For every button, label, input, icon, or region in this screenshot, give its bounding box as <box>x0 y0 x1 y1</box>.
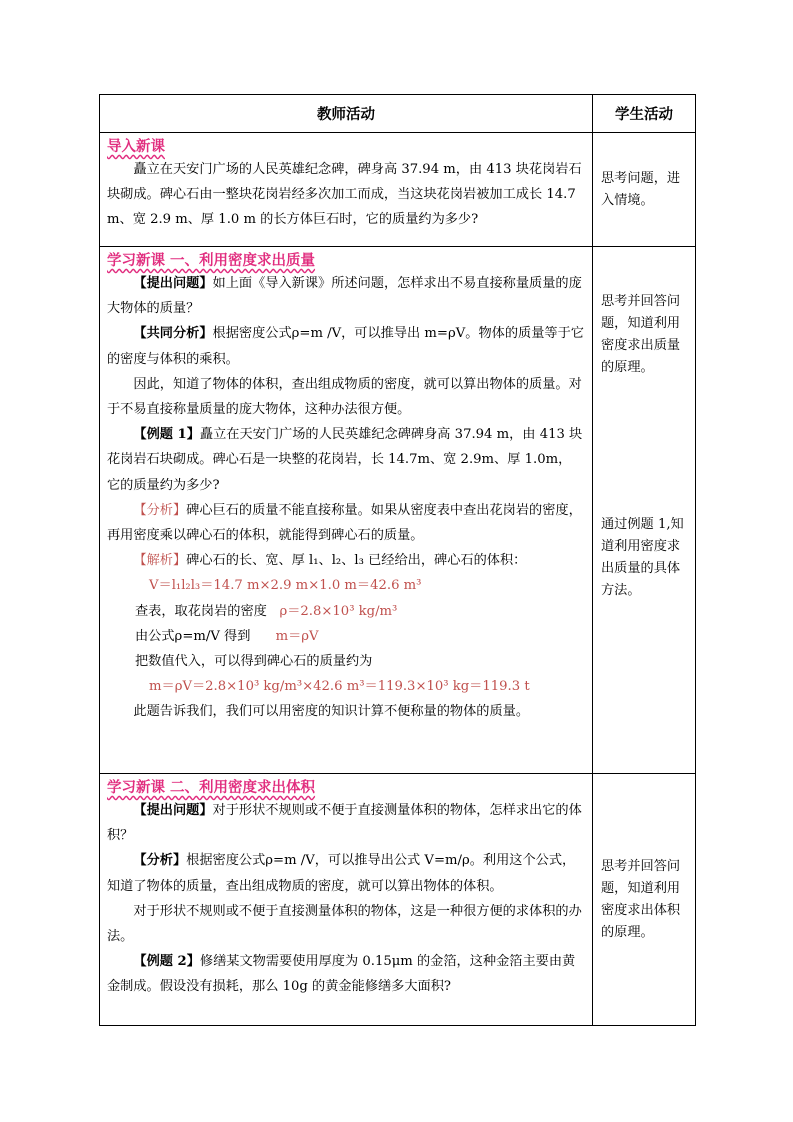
example2-paragraph <box>107 949 584 999</box>
example1-text: 矗立在天安门广场的人民英雄纪念碑碑身高 37.94 m，由 413 块花岗岩石块砌成。碑心石是一块整的花岗岩，长 14.7m、宽 2.9m、厚 1.0m，它的质量约为多少? <box>107 427 583 493</box>
mass-student-text-a: 思考并回答问题，知道利用密度求出质量的原理。 <box>601 294 681 375</box>
student-header: 学生活动 <box>593 95 696 133</box>
volume-method-paragraph: 对于形状不规则或不便于直接测量体积的物体，这是一种很方便的求体积的办法。 <box>107 903 582 945</box>
mass-student-cell <box>593 247 696 774</box>
solution-paragraph <box>107 548 584 573</box>
volume-question-text: 对于形状不规则或不便于直接测量体积的物体，怎样求出它的体积？ <box>107 803 582 844</box>
volume-analysis-text: 根据密度公式ρ=m /V，可以推导出公式 V=m/ρ。利用这个公式，知道了物体的质量，查出组成物质的密度，就可以算出物体的体积。 <box>107 853 576 894</box>
example1-analysis-text: 碑心巨石的质量不能直接称量。如果从密度表中查出花岗岩的密度，再用密度乘以碑心石的体积，就能得到碑心石的质量。 <box>107 502 582 544</box>
conclusion-paragraph: 因此，知道了物体的体积，查出组成物质的密度，就可以算出物体的质量。对于不易直接称量质量的庞大物体，这种办法很方便。 <box>107 376 582 418</box>
section-title-volume: 学习新课 二、利用密度求出体积 <box>107 779 316 796</box>
example1-tag: 【例题 1】 <box>133 427 200 443</box>
volume-analysis-paragraph <box>107 848 584 898</box>
analysis-paragraph <box>107 321 584 371</box>
teacher-header: 教师活动 <box>100 95 593 133</box>
example1-analysis-tag: 【分析】 <box>133 502 187 518</box>
intro-student-cell <box>593 133 696 247</box>
solution-tag: 【解析】 <box>133 553 187 569</box>
volume-formula: V＝l₁l₂l₃＝14.7 m×2.9 m×1.0 m＝42.6 m³ <box>149 578 422 594</box>
mass-teacher-cell <box>100 247 593 774</box>
substitute-line: 把数值代入，可以得到碑心石的质量约为 <box>135 654 373 670</box>
volume-question-paragraph <box>107 798 584 848</box>
solution-text: 碑心石的长、宽、厚 l₁、l₂、l₃ 已经给出，碑心石的体积： <box>186 553 527 569</box>
density-lookup <box>107 599 584 624</box>
volume-analysis-tag: 【分析】 <box>133 853 187 869</box>
example1-paragraph <box>107 422 584 498</box>
analysis-text: 根据密度公式ρ=m /V，可以推导出 m=ρV。物体的质量等于它的密度与体积的乘积。 <box>107 326 584 367</box>
lesson-table <box>99 94 696 1026</box>
mass-row <box>100 247 696 774</box>
intro-paragraph: 矗立在天安门广场的人民英雄纪念碑，碑身高 37.94 m，由 413 块花岗岩石块砌成。碑心石由一整块花岗岩经多次加工而成，当这块花岗岩被加工成长 14.7 m、宽 2.9 m、厚 1.0 m 的长方体巨石时，它的质量约为多少? <box>107 162 582 228</box>
density-lookup-label: 查表，取花岗岩的密度 <box>135 603 267 619</box>
volume-student-cell <box>593 774 696 1026</box>
section-title-mass: 学习新课 一、利用密度求出质量 <box>107 252 316 269</box>
formula-derivation-value: m＝ρV <box>275 628 319 644</box>
example2-text: 修缮某文物需要使用厚度为 0.15μm 的金箔，这种金箔主要由黄金制成。假设没有损耗，那么 10g 的黄金能修缮多大面积? <box>107 954 576 995</box>
volume-student-text: 思考并回答问题，知道利用密度求出体积的原理。 <box>601 858 681 940</box>
intro-teacher-cell <box>100 133 593 247</box>
intro-row <box>100 133 696 247</box>
mass-result-formula: m＝ρV＝2.8×10³ kg/m³×42.6 m³＝119.3×10³ kg＝119.3 t <box>149 679 530 695</box>
volume-question-tag: 【提出问题】 <box>133 803 213 818</box>
header-row <box>100 95 696 133</box>
example2-tag: 【例题 2】 <box>133 954 200 970</box>
density-value: ρ＝2.8×10³ kg/m³ <box>279 603 398 619</box>
mass-student-text-b: 通过例题 1,知道利用密度求出质量的具体方法。 <box>601 517 684 598</box>
example1-analysis-paragraph <box>107 498 584 548</box>
formula-derivation-label: 由公式ρ=m/V 得到 <box>135 628 251 644</box>
mass-conclusion: 此题告诉我们，我们可以用密度的知识计算不便称量的物体的质量。 <box>133 704 530 720</box>
analysis-tag: 【共同分析】 <box>133 326 213 342</box>
question-paragraph <box>107 271 584 321</box>
volume-teacher-cell <box>100 774 593 1026</box>
intro-student-text: 思考问题，进入情境。 <box>601 170 681 208</box>
section-title-intro: 导入新课 <box>107 138 165 155</box>
question-tag: 【提出问题】 <box>133 276 213 291</box>
volume-row <box>100 774 696 1026</box>
question-text: 如上面《导入新课》所述问题，怎样求出不易直接称量质量的庞大物体的质量？ <box>107 276 582 317</box>
formula-derivation <box>107 624 584 649</box>
